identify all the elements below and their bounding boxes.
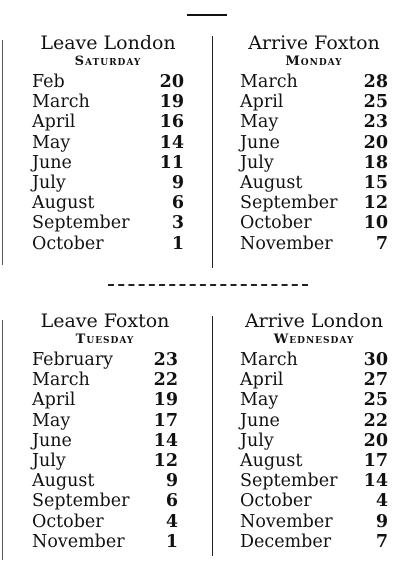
schedule-row	[240, 153, 388, 173]
month: August	[32, 471, 95, 492]
month: May	[240, 390, 279, 411]
arrive-london-heading: Arrive London	[244, 310, 384, 332]
month: March	[32, 370, 90, 391]
day-number: 20	[363, 132, 388, 153]
left-edge-rule	[2, 40, 3, 265]
day-number: 19	[153, 390, 178, 411]
schedule-row	[32, 471, 178, 491]
month: June	[240, 132, 280, 153]
schedule-row	[240, 451, 388, 471]
day-number: 27	[363, 370, 388, 391]
leave-london-block	[32, 32, 184, 254]
day-number: 7	[375, 531, 388, 552]
schedule-row	[240, 350, 388, 370]
schedule-row	[32, 92, 184, 112]
schedule-row	[32, 491, 178, 511]
day-number: 9	[171, 172, 184, 193]
day-number: 12	[153, 450, 178, 471]
schedule-row	[240, 112, 388, 132]
arrive-foxton-heading: Arrive Foxton	[248, 32, 380, 54]
month: April	[240, 92, 284, 113]
month: February	[32, 350, 114, 370]
schedule-row	[32, 370, 178, 390]
day-number: 20	[159, 72, 184, 92]
month: March	[240, 350, 298, 370]
day-number: 22	[153, 370, 178, 391]
month: April	[32, 112, 76, 133]
month: May	[240, 112, 279, 133]
leave-foxton-block	[32, 310, 178, 552]
day-number: 7	[375, 233, 388, 254]
day-number: 15	[363, 172, 388, 193]
month: September	[240, 471, 338, 492]
day-number: 19	[159, 92, 184, 113]
schedule-row	[32, 431, 178, 451]
day-number: 16	[159, 112, 184, 133]
schedule-row	[32, 72, 184, 92]
schedule-row	[240, 92, 388, 112]
arrive-foxton-day: Monday	[285, 54, 343, 69]
month: November	[32, 531, 125, 552]
day-number: 9	[165, 471, 178, 492]
day-number: 9	[375, 511, 388, 532]
schedule-row	[240, 411, 388, 431]
schedule-row	[32, 390, 178, 410]
schedule-row	[32, 153, 184, 173]
left-edge-rule	[2, 320, 3, 560]
day-number: 18	[363, 152, 388, 173]
leave-foxton-day: Tuesday	[75, 332, 135, 347]
day-number: 23	[363, 112, 388, 133]
schedule-row	[32, 350, 178, 370]
schedule-row	[240, 390, 388, 410]
day-number: 4	[375, 491, 388, 512]
schedule-row	[240, 213, 388, 233]
schedule-row	[32, 193, 184, 213]
day-number: 14	[363, 471, 388, 492]
schedule-row	[32, 234, 184, 254]
schedule-row	[32, 532, 178, 552]
day-number: 1	[165, 531, 178, 552]
column-divider	[212, 316, 213, 556]
month: October	[32, 233, 104, 254]
top-rule	[187, 14, 227, 16]
day-number: 3	[171, 213, 184, 234]
leave-london-heading: Leave London	[40, 32, 176, 54]
month: April	[240, 370, 284, 391]
day-number: 17	[363, 450, 388, 471]
leave-london-rows	[32, 72, 184, 254]
day-number: 10	[363, 213, 388, 234]
schedule-row	[240, 173, 388, 193]
column-divider	[212, 36, 213, 268]
day-number: 14	[153, 430, 178, 451]
month: September	[32, 491, 130, 512]
month: Feb	[32, 72, 65, 92]
month: August	[32, 193, 95, 214]
schedule-row	[240, 431, 388, 451]
day-number: 11	[159, 152, 184, 173]
day-number: 28	[363, 72, 388, 92]
schedule-row	[32, 112, 184, 132]
month: December	[240, 531, 332, 552]
day-number: 20	[363, 430, 388, 451]
month: September	[32, 213, 130, 234]
month: June	[240, 410, 280, 431]
schedule-row	[32, 213, 184, 233]
month: August	[240, 172, 303, 193]
arrive-foxton-rows	[240, 72, 388, 254]
schedule-row	[32, 411, 178, 431]
day-number: 17	[153, 410, 178, 431]
schedule-row	[32, 451, 178, 471]
schedule-row	[240, 471, 388, 491]
day-number: 22	[363, 410, 388, 431]
schedule-row	[240, 532, 388, 552]
day-number: 1	[171, 233, 184, 254]
day-number: 25	[363, 390, 388, 411]
schedule-row	[240, 491, 388, 511]
day-number: 12	[363, 193, 388, 214]
month: April	[32, 390, 76, 411]
leave-london-day: Saturday	[74, 54, 142, 69]
month: October	[32, 511, 104, 532]
schedule-row	[32, 133, 184, 153]
arrive-london-day: Wednesday	[273, 332, 355, 347]
schedule-row	[240, 370, 388, 390]
month: May	[32, 132, 71, 153]
month: October	[240, 491, 312, 512]
day-number: 14	[159, 132, 184, 153]
day-number: 4	[165, 511, 178, 532]
month: June	[32, 152, 72, 173]
schedule-row	[32, 173, 184, 193]
month: November	[240, 233, 333, 254]
schedule-row	[240, 133, 388, 153]
leave-foxton-rows	[32, 350, 178, 552]
arrive-london-rows	[240, 350, 388, 552]
schedule-row	[240, 72, 388, 92]
day-number: 23	[153, 350, 178, 370]
day-number: 30	[363, 350, 388, 370]
arrive-london-block	[240, 310, 388, 552]
month: March	[240, 72, 298, 92]
month: March	[32, 92, 90, 113]
schedule-row	[240, 234, 388, 254]
day-number: 6	[165, 491, 178, 512]
month: November	[240, 511, 333, 532]
month: July	[240, 152, 274, 173]
month: September	[240, 193, 338, 214]
schedule-row	[240, 512, 388, 532]
day-number: 6	[171, 193, 184, 214]
leave-foxton-heading: Leave Foxton	[40, 310, 170, 332]
arrive-foxton-block	[240, 32, 388, 254]
month: October	[240, 213, 312, 234]
month: May	[32, 410, 71, 431]
section-divider	[108, 284, 308, 286]
month: July	[240, 430, 274, 451]
day-number: 25	[363, 92, 388, 113]
month: July	[32, 450, 66, 471]
month: June	[32, 430, 72, 451]
month: July	[32, 172, 66, 193]
schedule-row	[240, 193, 388, 213]
schedule-row	[32, 512, 178, 532]
month: August	[240, 450, 303, 471]
